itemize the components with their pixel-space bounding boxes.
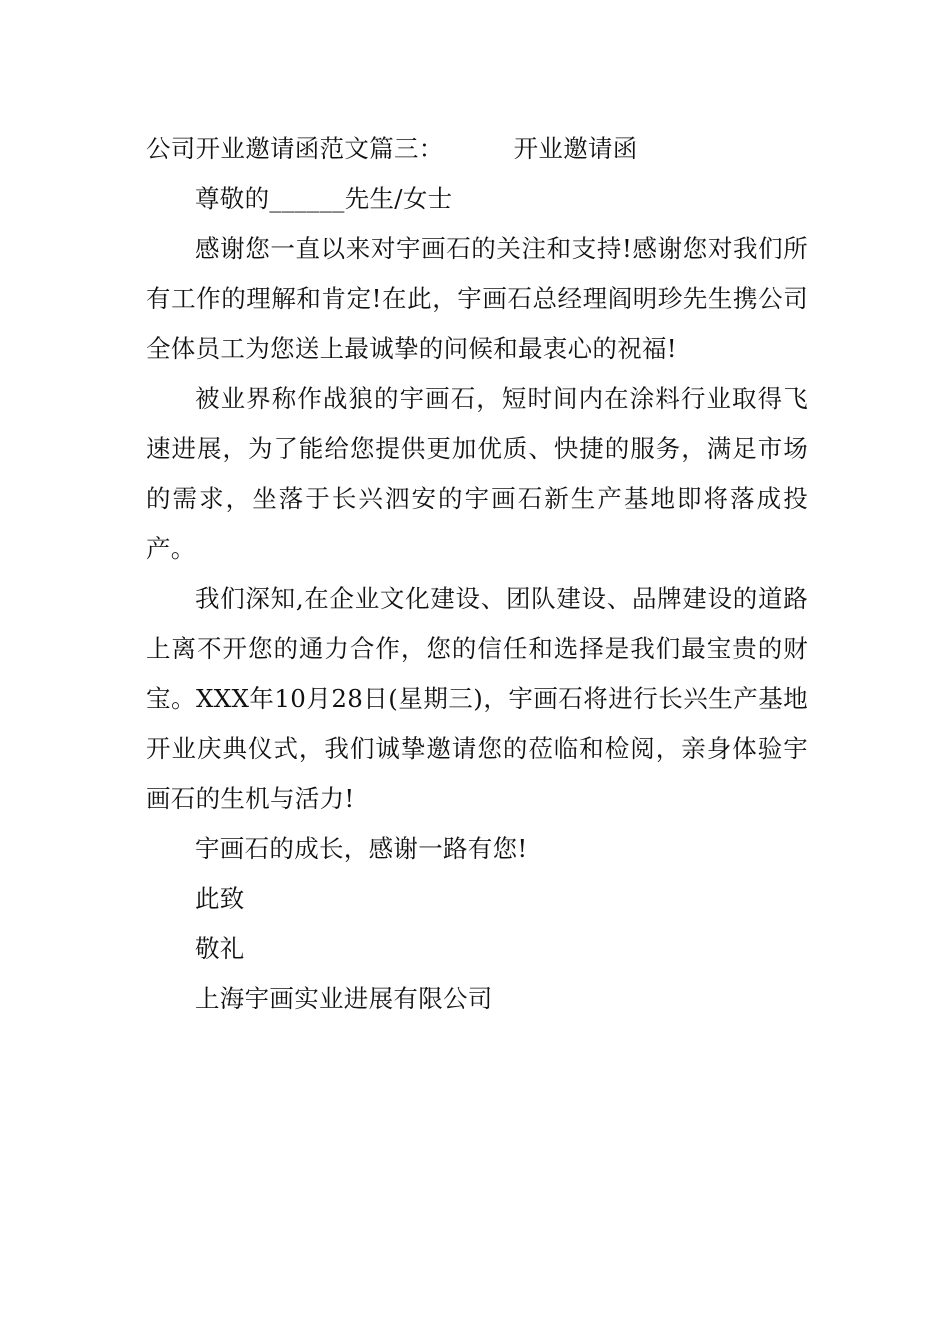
letter-body <box>146 124 808 1024</box>
signature-company: 上海宇画实业进展有限公司 <box>195 984 493 1013</box>
closing-respect-2: 敬礼 <box>195 934 245 963</box>
title-line <box>146 124 808 174</box>
closing-respect-1: 此致 <box>195 884 245 913</box>
closing-line: 宇画石的成长，感谢一路有您! <box>195 834 528 863</box>
paragraph-invitation: 我们深知,在企业文化建设、团队建设、品牌建设的道路上离不开您的通力合作，您的信任和选择是我们最宝贵的财宝。XXX年10月28日(星期三)，宇画石将进行长兴生产基地开业庆典仪式，我们诚挚邀请您的莅临和检阅，亲身体验宇画石的生机与活力! <box>146 584 808 813</box>
title-prefix: 公司开业邀请函范文篇三： <box>146 134 444 163</box>
salutation: 尊敬的______先生/女士 <box>195 184 453 213</box>
paragraph-progress: 被业界称作战狼的宇画石，短时间内在涂料行业取得飞速进展，为了能给您提供更加优质、快捷的服务，满足市场的需求，坐落于长兴泗安的宇画石新生产基地即将落成投产。 <box>146 384 808 563</box>
paragraph-thanks: 感谢您一直以来对宇画石的关注和支持!感谢您对我们所有工作的理解和肯定!在此，宇画石总经理阎明珍先生携公司全体员工为您送上最诚挚的问候和最衷心的祝福! <box>146 234 808 363</box>
letter-title: 开业邀请函 <box>513 134 638 163</box>
